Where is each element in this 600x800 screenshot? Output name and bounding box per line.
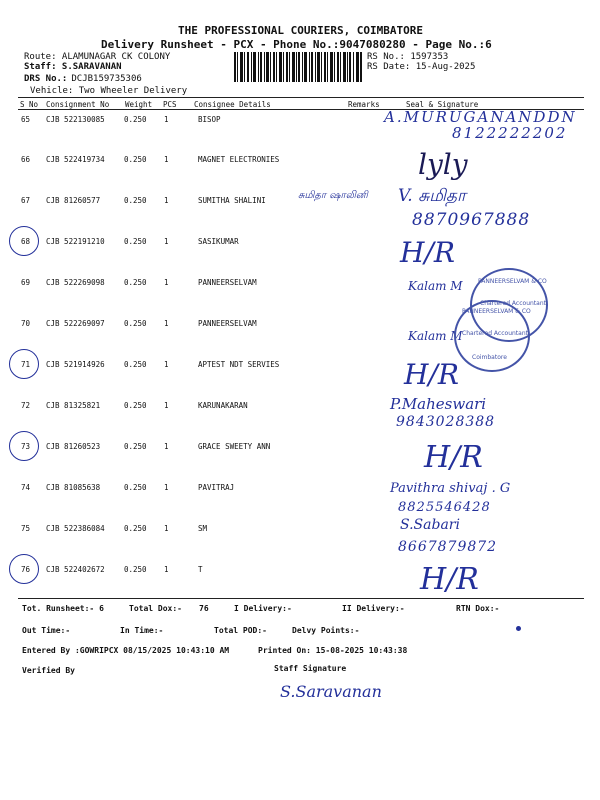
row-pcs: 1 bbox=[164, 278, 169, 287]
col-pcs: PCS bbox=[163, 100, 177, 109]
row-consignee: APTEST NDT SERVIES bbox=[198, 360, 280, 369]
col-seal: Seal & Signature bbox=[406, 100, 479, 109]
row-consignment: CJB 522419734 bbox=[46, 155, 105, 164]
handwritten-phone: 9843028388 bbox=[396, 414, 496, 430]
row-pcs: 1 bbox=[164, 360, 169, 369]
row-sno: 76 bbox=[21, 565, 31, 574]
total-pod: Total POD:- bbox=[214, 626, 267, 635]
row-consignee: KARUNAKARAN bbox=[198, 401, 248, 410]
row-consignment: CJB 522402672 bbox=[46, 565, 105, 574]
row-consignment: CJB 81260577 bbox=[46, 196, 101, 205]
handwritten-hr: H/R bbox=[424, 440, 483, 475]
seal-stamp bbox=[454, 300, 530, 372]
drs-value: DCJB159735306 bbox=[71, 74, 142, 84]
ii-delivery: II Delivery:- bbox=[342, 604, 405, 613]
pen-mark bbox=[516, 626, 521, 631]
vehicle: Vehicle: Two Wheeler Delivery bbox=[30, 86, 188, 96]
out-time: Out Time:- bbox=[22, 626, 71, 635]
row-weight: 0.250 bbox=[124, 360, 147, 369]
row-sno: 67 bbox=[21, 196, 31, 205]
rtn-dox: RTN Dox:- bbox=[456, 604, 500, 613]
col-consignee: Consignee Details bbox=[194, 100, 271, 109]
col-consignment: Consignment No bbox=[46, 100, 110, 109]
footer-rule bbox=[18, 598, 584, 599]
row-weight: 0.250 bbox=[124, 278, 147, 287]
handwritten-signature: Kalam M bbox=[408, 329, 463, 343]
row-pcs: 1 bbox=[164, 237, 169, 246]
row-sno: 72 bbox=[21, 401, 31, 410]
row-pcs: 1 bbox=[164, 524, 169, 533]
row-weight: 0.250 bbox=[124, 196, 147, 205]
row-pcs: 1 bbox=[164, 401, 169, 410]
col-remarks: Remarks bbox=[348, 100, 380, 109]
total-dox-label: Total Dox:- bbox=[129, 604, 182, 613]
col-weight: Weight bbox=[125, 100, 153, 109]
runsheet-title: Delivery Runsheet - PCX - Phone No.:9047080280 - Page No.:6 bbox=[101, 38, 492, 51]
row-consignee: PAVITRAJ bbox=[198, 483, 235, 492]
i-delivery: I Delivery:- bbox=[234, 604, 292, 613]
row-weight: 0.250 bbox=[124, 115, 147, 124]
handwritten-signature: lyly bbox=[418, 148, 468, 181]
handwritten-phone: 8870967888 bbox=[412, 210, 531, 230]
row-consignee: PANNEERSELVAM bbox=[198, 278, 257, 287]
verified-by: Verified By bbox=[22, 666, 75, 675]
row-pcs: 1 bbox=[164, 155, 169, 164]
row-weight: 0.250 bbox=[124, 401, 147, 410]
stamp-text: PANNEERSELVAM & CO bbox=[478, 278, 547, 285]
pen-circle bbox=[9, 226, 39, 256]
row-sno: 70 bbox=[21, 319, 31, 328]
total-dox-value: 76 bbox=[199, 604, 209, 613]
pen-circle bbox=[9, 431, 39, 461]
row-sno: 73 bbox=[21, 442, 31, 451]
tot-runsheet: Tot. Runsheet:- 6 bbox=[22, 604, 104, 613]
stamp-text: Chartered Accountant bbox=[480, 300, 546, 307]
row-consignee: SUMITHA SHALINI bbox=[198, 196, 266, 205]
route: Route: ALAMUNAGAR CK COLONY bbox=[24, 52, 171, 62]
row-consignee: SASIKUMAR bbox=[198, 237, 239, 246]
handwritten-name: சுமிதா ஷாலினி bbox=[298, 190, 368, 201]
drs-number bbox=[24, 74, 142, 84]
handwritten-signature: P.Maheswari bbox=[390, 395, 487, 413]
row-weight: 0.250 bbox=[124, 524, 147, 533]
barcode bbox=[234, 52, 362, 82]
stamp-text: Chartered Accountant bbox=[462, 330, 528, 337]
row-pcs: 1 bbox=[164, 483, 169, 492]
handwritten-signature: S.Sabari bbox=[400, 517, 460, 533]
company-name: THE PROFESSIONAL COURIERS, COIMBATORE bbox=[178, 24, 424, 37]
row-consignee: MAGNET ELECTRONIES bbox=[198, 155, 280, 164]
row-consignee: PANNEERSELVAM bbox=[198, 319, 257, 328]
in-time: In Time:- bbox=[120, 626, 164, 635]
pen-circle bbox=[9, 554, 39, 584]
row-consignment: CJB 522386084 bbox=[46, 524, 105, 533]
row-consignment: CJB 81085638 bbox=[46, 483, 101, 492]
row-sno: 74 bbox=[21, 483, 31, 492]
rs-date: RS Date: 15-Aug-2025 bbox=[367, 62, 476, 72]
handwritten-hr: H/R bbox=[400, 236, 455, 269]
row-weight: 0.250 bbox=[124, 319, 147, 328]
entered-by: Entered By :GOWRIPCX 08/15/2025 10:43:10 AM bbox=[22, 646, 230, 655]
printed-on: Printed On: 15-08-2025 10:43:38 bbox=[258, 646, 408, 655]
handwritten-signature: V. சுமிதா bbox=[398, 186, 466, 206]
rs-number: RS No.: 1597353 bbox=[367, 52, 449, 62]
row-weight: 0.250 bbox=[124, 237, 147, 246]
pen-circle bbox=[9, 349, 39, 379]
row-consignee: GRACE SWEETY ANN bbox=[198, 442, 271, 451]
handwritten-phone: 8122222202 bbox=[452, 124, 568, 142]
row-weight: 0.250 bbox=[124, 442, 147, 451]
row-pcs: 1 bbox=[164, 442, 169, 451]
row-sno: 75 bbox=[21, 524, 31, 533]
staff: Staff: S.SARAVANAN bbox=[24, 62, 122, 72]
row-pcs: 1 bbox=[164, 319, 169, 328]
row-sno: 71 bbox=[21, 360, 31, 369]
handwritten-signature: A.MURUGANANDDN bbox=[384, 108, 577, 126]
row-consignment: CJB 521914926 bbox=[46, 360, 105, 369]
row-sno: 69 bbox=[21, 278, 31, 287]
row-weight: 0.250 bbox=[124, 155, 147, 164]
handwritten-phone: 8667879872 bbox=[398, 539, 498, 555]
row-consignee: T bbox=[198, 565, 203, 574]
row-consignment: CJB 522130085 bbox=[46, 115, 105, 124]
stamp-text: PANNEERSELVAM & CO bbox=[462, 308, 531, 315]
table-top-rule bbox=[18, 97, 584, 98]
row-weight: 0.250 bbox=[124, 565, 147, 574]
row-consignee: SM bbox=[198, 524, 208, 533]
handwritten-hr: H/R bbox=[404, 358, 459, 391]
handwritten-phone: 8825546428 bbox=[398, 500, 491, 515]
delvy-points: Delvy Points:- bbox=[292, 626, 360, 635]
row-consignment: CJB 81325821 bbox=[46, 401, 101, 410]
handwritten-signature: Pavithra shivaj . G bbox=[390, 481, 511, 496]
row-sno: 65 bbox=[21, 115, 31, 124]
row-weight: 0.250 bbox=[124, 483, 147, 492]
staff-signature: S.Saravanan bbox=[280, 682, 382, 701]
row-pcs: 1 bbox=[164, 115, 169, 124]
row-consignment: CJB 81260523 bbox=[46, 442, 101, 451]
row-consignment: CJB 522269097 bbox=[46, 319, 105, 328]
stamp-text: Coimbatore bbox=[472, 354, 507, 361]
drs-label: DRS No.: bbox=[24, 74, 68, 84]
row-pcs: 1 bbox=[164, 565, 169, 574]
row-pcs: 1 bbox=[164, 196, 169, 205]
handwritten-hr: H/R bbox=[420, 562, 479, 597]
row-sno: 66 bbox=[21, 155, 31, 164]
staff-signature-label: Staff Signature bbox=[274, 664, 347, 673]
col-sno: S No bbox=[20, 100, 39, 109]
row-sno: 68 bbox=[21, 237, 31, 246]
handwritten-signature: Kalam M bbox=[408, 279, 463, 293]
row-consignee: BISOP bbox=[198, 115, 221, 124]
row-consignment: CJB 522269098 bbox=[46, 278, 105, 287]
row-consignment: CJB 522191210 bbox=[46, 237, 105, 246]
